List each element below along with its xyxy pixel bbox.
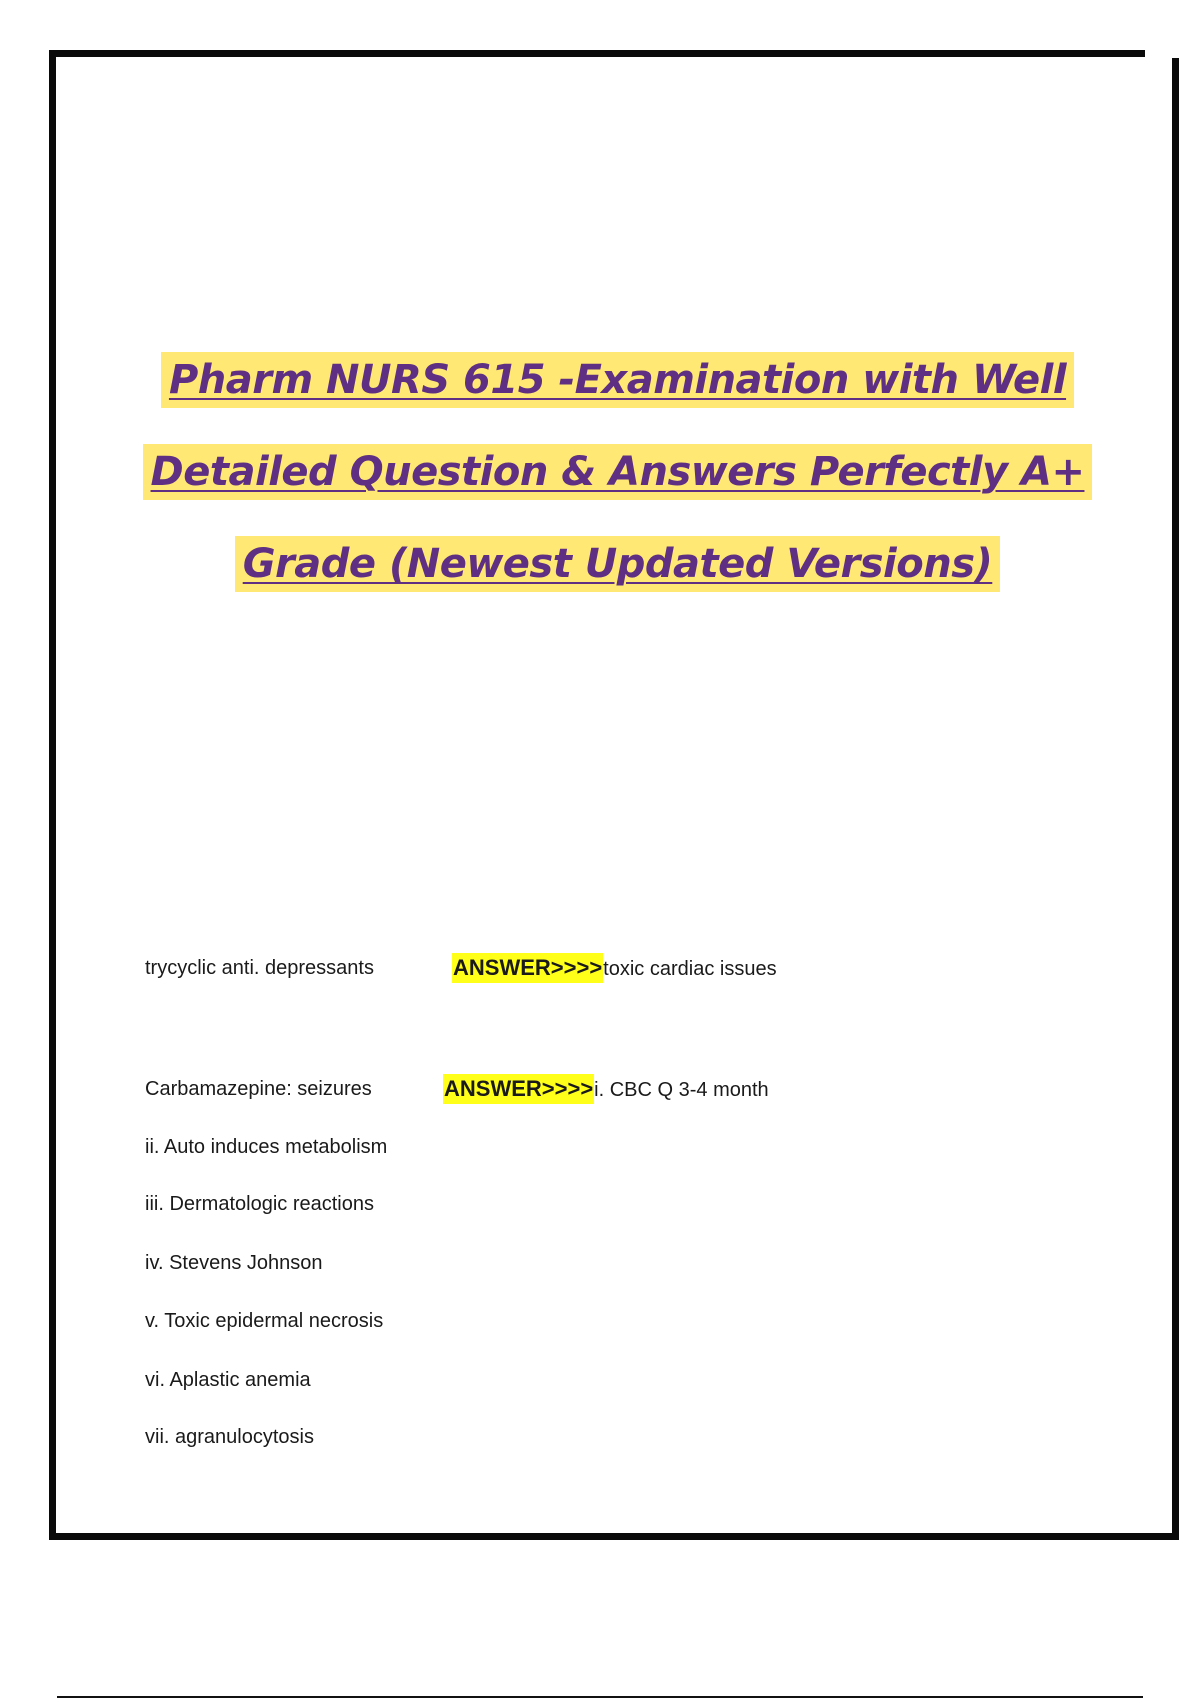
qa-item-1	[145, 953, 777, 983]
answer-group	[443, 1074, 769, 1105]
answer-text: i. CBC Q 3-4 month	[594, 1079, 769, 1101]
footer-rule	[57, 1696, 1143, 1698]
answer-tag: ANSWER>>>>	[452, 953, 603, 983]
qa-item-2	[145, 1074, 769, 1104]
answer-list-item: iii. Dermatologic reactions	[145, 1193, 374, 1215]
answer-list-item: iv. Stevens Johnson	[145, 1252, 323, 1274]
title-line-2: Detailed Question & Answers Perfectly A+	[143, 444, 1093, 500]
answer-list-item: ii. Auto induces metabolism	[145, 1136, 388, 1158]
document-title	[110, 352, 1125, 628]
answer-group	[452, 953, 777, 984]
question-text: Carbamazepine: seizures	[145, 1078, 372, 1100]
question-text: trycyclic anti. depressants	[145, 957, 374, 979]
answer-list-item: vii. agranulocytosis	[145, 1426, 314, 1448]
answer-list-item: v. Toxic epidermal necrosis	[145, 1310, 384, 1332]
title-line-1: Pharm NURS 615 -Examination with Well	[161, 352, 1074, 408]
title-line-3: Grade (Newest Updated Versions)	[235, 536, 1001, 592]
answer-list-item: vi. Aplastic anemia	[145, 1369, 311, 1391]
page-border-gap	[1145, 50, 1179, 58]
answer-text: toxic cardiac issues	[603, 958, 777, 980]
answer-tag: ANSWER>>>>	[443, 1074, 594, 1104]
